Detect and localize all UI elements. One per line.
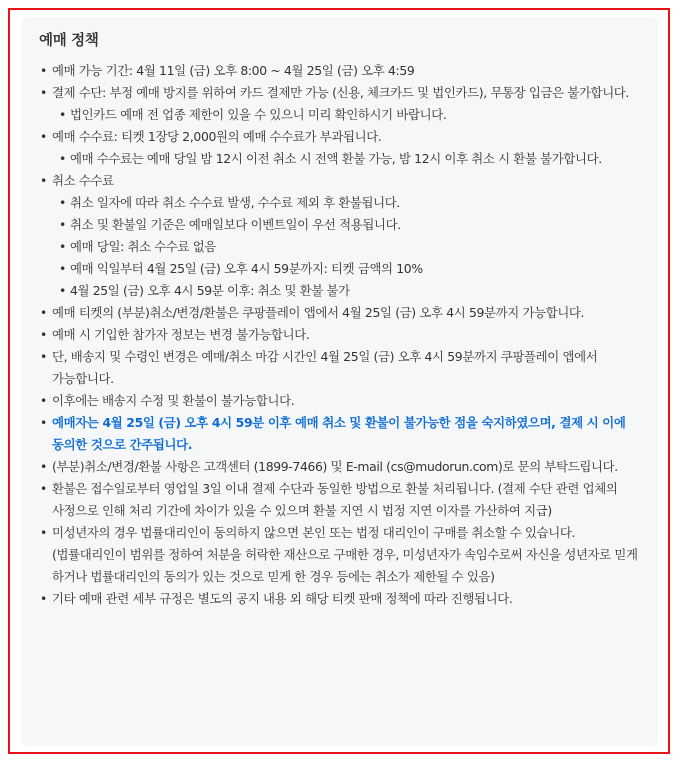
policy-item: • 기타 예매 관련 세부 규정은 별도의 공지 내용 외 해당 티켓 판매 정책에 따라 진행됩니다.	[36, 588, 644, 610]
policy-item: • 결제 수단: 부정 예매 방지를 위하여 카드 결제만 가능 (신용, 체크카드 및 법인카드), 무통장 입금은 불가합니다.	[36, 82, 644, 104]
policy-item-notice: • 예매자는 4월 25일 (금) 오후 4시 59분 이후 예매 취소 및 환불이 불가능한 점을 숙지하였으며, 결제 시 이에 동의한 것으로 간주됩니다.	[36, 412, 644, 456]
policy-item: • 단, 배송지 및 수령인 변경은 예매/취소 마감 시간인 4월 25일 (금) 오후 4시 59분까지 쿠팡플레이 앱에서 가능합니다.	[36, 346, 644, 390]
policy-item: • 환불은 접수일로부터 영업일 3일 이내 결제 수단과 동일한 방법으로 환불 처리됩니다. (결제 수단 관련 업체의 사정으로 인해 처리 기간에 차이가 있을 수 있으며 환불 지연 시 법정 지연 이자를 가산하여 지급)	[36, 478, 644, 522]
policy-sub-item: • 취소 일자에 따라 취소 수수료 발생, 수수료 제외 후 환불됩니다.	[36, 192, 644, 214]
policy-item: • 예매 시 기입한 참가자 정보는 변경 불가능합니다.	[36, 324, 644, 346]
policy-sub-item: • 취소 및 환불일 기준은 예매일보다 이벤트일이 우선 적용됩니다.	[36, 214, 644, 236]
highlight-frame	[8, 8, 670, 754]
policy-sub-item: • 예매 수수료는 예매 당일 밤 12시 이전 취소 시 전액 환불 가능, 밤 12시 이후 취소 시 환불 불가합니다.	[36, 148, 644, 170]
policy-sub-item: • 예매 익일부터 4월 25일 (금) 오후 4시 59분까지: 티켓 금액의 10%	[36, 258, 644, 280]
policy-item: • 미성년자의 경우 법률대리인이 동의하지 않으면 본인 또는 법정 대리인이 구매를 취소할 수 있습니다. (법률대리인이 범위를 정하여 처분을 허락한 재산으로 구매한 경우, 미성년자가 속임수로써 자신을 성년자로 믿게 하거나 법률대리인의 동의가 있는 것으로 믿게 한 경우 등에는 취소가 제한될 수 있음)	[36, 522, 644, 588]
policy-item: • 예매 가능 기간: 4월 11일 (금) 오후 8:00 ~ 4월 25일 (금) 오후 4:59	[36, 60, 644, 82]
policy-sub-item: • 4월 25일 (금) 오후 4시 59분 이후: 취소 및 환불 불가	[36, 280, 644, 302]
policy-item: • 예매 티켓의 (부분)취소/변경/환불은 쿠팡플레이 앱에서 4월 25일 (금) 오후 4시 59분까지 가능합니다.	[36, 302, 644, 324]
section-title: 예매 정책	[39, 33, 99, 49]
policy-list	[36, 60, 644, 610]
policy-item: • 예매 수수료: 티켓 1장당 2,000원의 예매 수수료가 부과됩니다.	[36, 126, 644, 148]
policy-item: • 이후에는 배송지 수정 및 환불이 불가능합니다.	[36, 390, 644, 412]
policy-sub-item: • 예매 당일: 취소 수수료 없음	[36, 236, 644, 258]
policy-item: • (부분)취소/변경/환불 사항은 고객센터 (1899-7466) 및 E-mail (cs@mudorun.com)로 문의 부탁드립니다.	[36, 456, 644, 478]
policy-item: • 취소 수수료	[36, 170, 644, 192]
booking-policy-panel	[22, 17, 658, 746]
policy-sub-item: • 법인카드 예매 전 업종 제한이 있을 수 있으니 미리 확인하시기 바랍니다.	[36, 104, 644, 126]
